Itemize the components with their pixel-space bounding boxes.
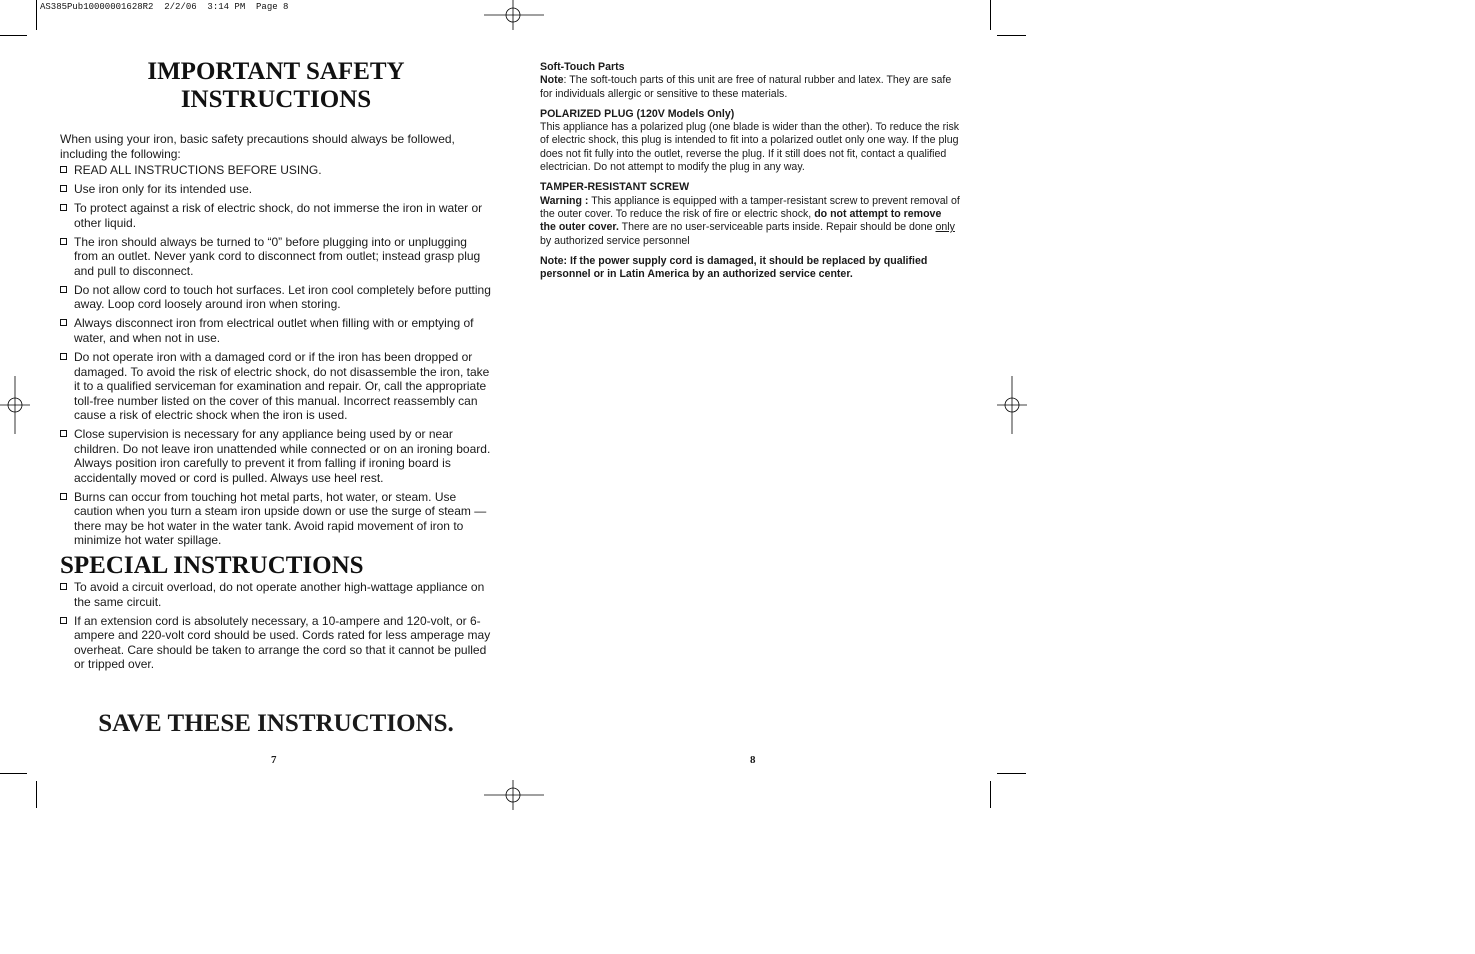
checkbox-icon <box>60 319 67 326</box>
polarized-plug-title: POLARIZED PLUG (120V Models Only) <box>540 107 735 120</box>
crop-mark <box>0 773 27 774</box>
list-item: Burns can occur from touching hot metal parts, hot water, or steam. Use caution when you turn a steam iron upside down or use the surge of steam — there may be hot water in the water tank. Avoid rapid movement of iron to minimize hot water spillage. <box>60 490 492 548</box>
tamper-screw-title: TAMPER-RESISTANT SCREW <box>540 181 690 194</box>
save-instructions-heading: SAVE THESE INSTRUCTIONS. <box>98 710 454 737</box>
list-item: If an extension cord is absolutely necessary, a 10-ampere and 120-volt, or 6-ampere and 220-volt cord should be used. Cords rated for less amperage may overheat. Care should be taken to arrange the cord so that it cannot be pulled or tripped over. <box>60 614 492 672</box>
tamper-text-3: by authorized service personnel <box>540 234 690 247</box>
polarized-plug-section <box>540 108 960 174</box>
crop-mark <box>36 0 37 30</box>
registration-mark-icon <box>484 780 544 810</box>
checkbox-icon <box>60 204 67 211</box>
polarized-plug-text: This appliance has a polarized plug (one blade is wider than the other). To reduce the risk of electric shock, this plug is intended to fit into a polarized outlet only one way. If the plug does not fit fully into the outlet, reverse the plug. If it still does not fit, contact a qualified electrician. Do not attempt to modify the plug in any way. <box>540 121 960 174</box>
checkbox-icon <box>60 353 67 360</box>
power-cord-note: Note: If the power supply cord is damaged, it should be replaced by qualified personnel or in Latin America by an authorized service center. <box>540 254 928 281</box>
special-list <box>60 580 492 672</box>
checkbox-icon <box>60 430 67 437</box>
safety-title <box>60 58 492 114</box>
checkbox-icon <box>60 583 67 590</box>
soft-touch-note-label: Note <box>540 74 564 87</box>
print-slug-line: AS385Pub10000001628R2 2/2/06 3:14 PM Page 8 <box>40 2 289 12</box>
tamper-underline-text: only <box>935 221 955 234</box>
crop-mark <box>997 773 1026 774</box>
crop-mark <box>36 781 37 808</box>
left-page <box>60 58 492 677</box>
crop-mark <box>997 35 1026 36</box>
checkbox-icon <box>60 617 67 624</box>
checkbox-icon <box>60 166 67 173</box>
tamper-bold-text: do not attempt to remove the outer cover. <box>540 207 942 234</box>
list-item: Always disconnect iron from electrical outlet when filling with or emptying of water, and when not in use. <box>60 316 492 345</box>
list-item: Do not operate iron with a damaged cord or if the iron has been dropped or damaged. To avoid the risk of electric shock, do not disassemble the iron, take it to a qualified serviceman for examination and repair. Or, call the appropriate toll-free number listed on the cover of this manual. Incorrect reassembly can cause a risk of electric shock when the iron is used. <box>60 350 492 423</box>
page-number-right: 8 <box>750 754 756 766</box>
list-item: READ ALL INSTRUCTIONS BEFORE USING. <box>60 163 492 178</box>
tamper-screw-section <box>540 181 960 247</box>
special-instructions-title: SPECIAL INSTRUCTIONS <box>60 552 364 580</box>
checkbox-icon <box>60 493 67 500</box>
list-item: Do not allow cord to touch hot surfaces. Let iron cool completely before putting away. Loop cord loosely around iron when storing. <box>60 283 492 312</box>
soft-touch-title: Soft-Touch Parts <box>540 61 625 73</box>
page-number-left: 7 <box>271 754 277 766</box>
tamper-text-1: This appliance is equipped with a tamper-resistant screw to prevent removal of the outer cover. To reduce the risk of fire or electric shock, <box>540 194 960 220</box>
checkbox-icon <box>60 238 67 245</box>
soft-touch-text: : The soft-touch parts of this unit are free of natural rubber and latex. They are safe for individuals allergic or sensitive to these materials. <box>540 74 952 100</box>
checkbox-icon <box>60 286 67 293</box>
safety-title-line2: INSTRUCTIONS <box>180 86 372 113</box>
crop-mark <box>990 781 991 808</box>
registration-mark-icon <box>0 376 30 434</box>
right-page <box>540 61 960 288</box>
list-item: Close supervision is necessary for any appliance being used by or near children. Do not leave iron unattended while connected or on an ironing board. Always position iron carefully to prevent it from falling if ironing board is accidentally moved or cord is pulled. Always use heel rest. <box>60 427 492 485</box>
soft-touch-section <box>540 61 960 101</box>
list-item: To protect against a risk of electric shock, do not immerse the iron in water or other liquid. <box>60 201 492 230</box>
safety-list <box>60 163 492 548</box>
crop-mark <box>990 0 991 30</box>
safety-intro: When using your iron, basic safety precautions should always be followed, including the following: <box>60 132 455 161</box>
list-item: To avoid a circuit overload, do not operate another high-wattage appliance on the same circuit. <box>60 580 492 609</box>
crop-mark <box>0 35 27 36</box>
list-item: The iron should always be turned to “0” before plugging into or unplugging from an outlet. Never yank cord to disconnect from outlet; instead grasp plug and pull to disconnect. <box>60 235 492 279</box>
checkbox-icon <box>60 185 67 192</box>
tamper-warning-label: Warning : <box>540 194 589 207</box>
tamper-text-2: There are no user-serviceable parts inside. Repair should be done <box>618 221 936 234</box>
list-item: Use iron only for its intended use. <box>60 182 492 197</box>
safety-title-line1: IMPORTANT SAFETY <box>147 58 405 85</box>
registration-mark-icon <box>484 0 544 30</box>
registration-mark-icon <box>997 376 1027 434</box>
